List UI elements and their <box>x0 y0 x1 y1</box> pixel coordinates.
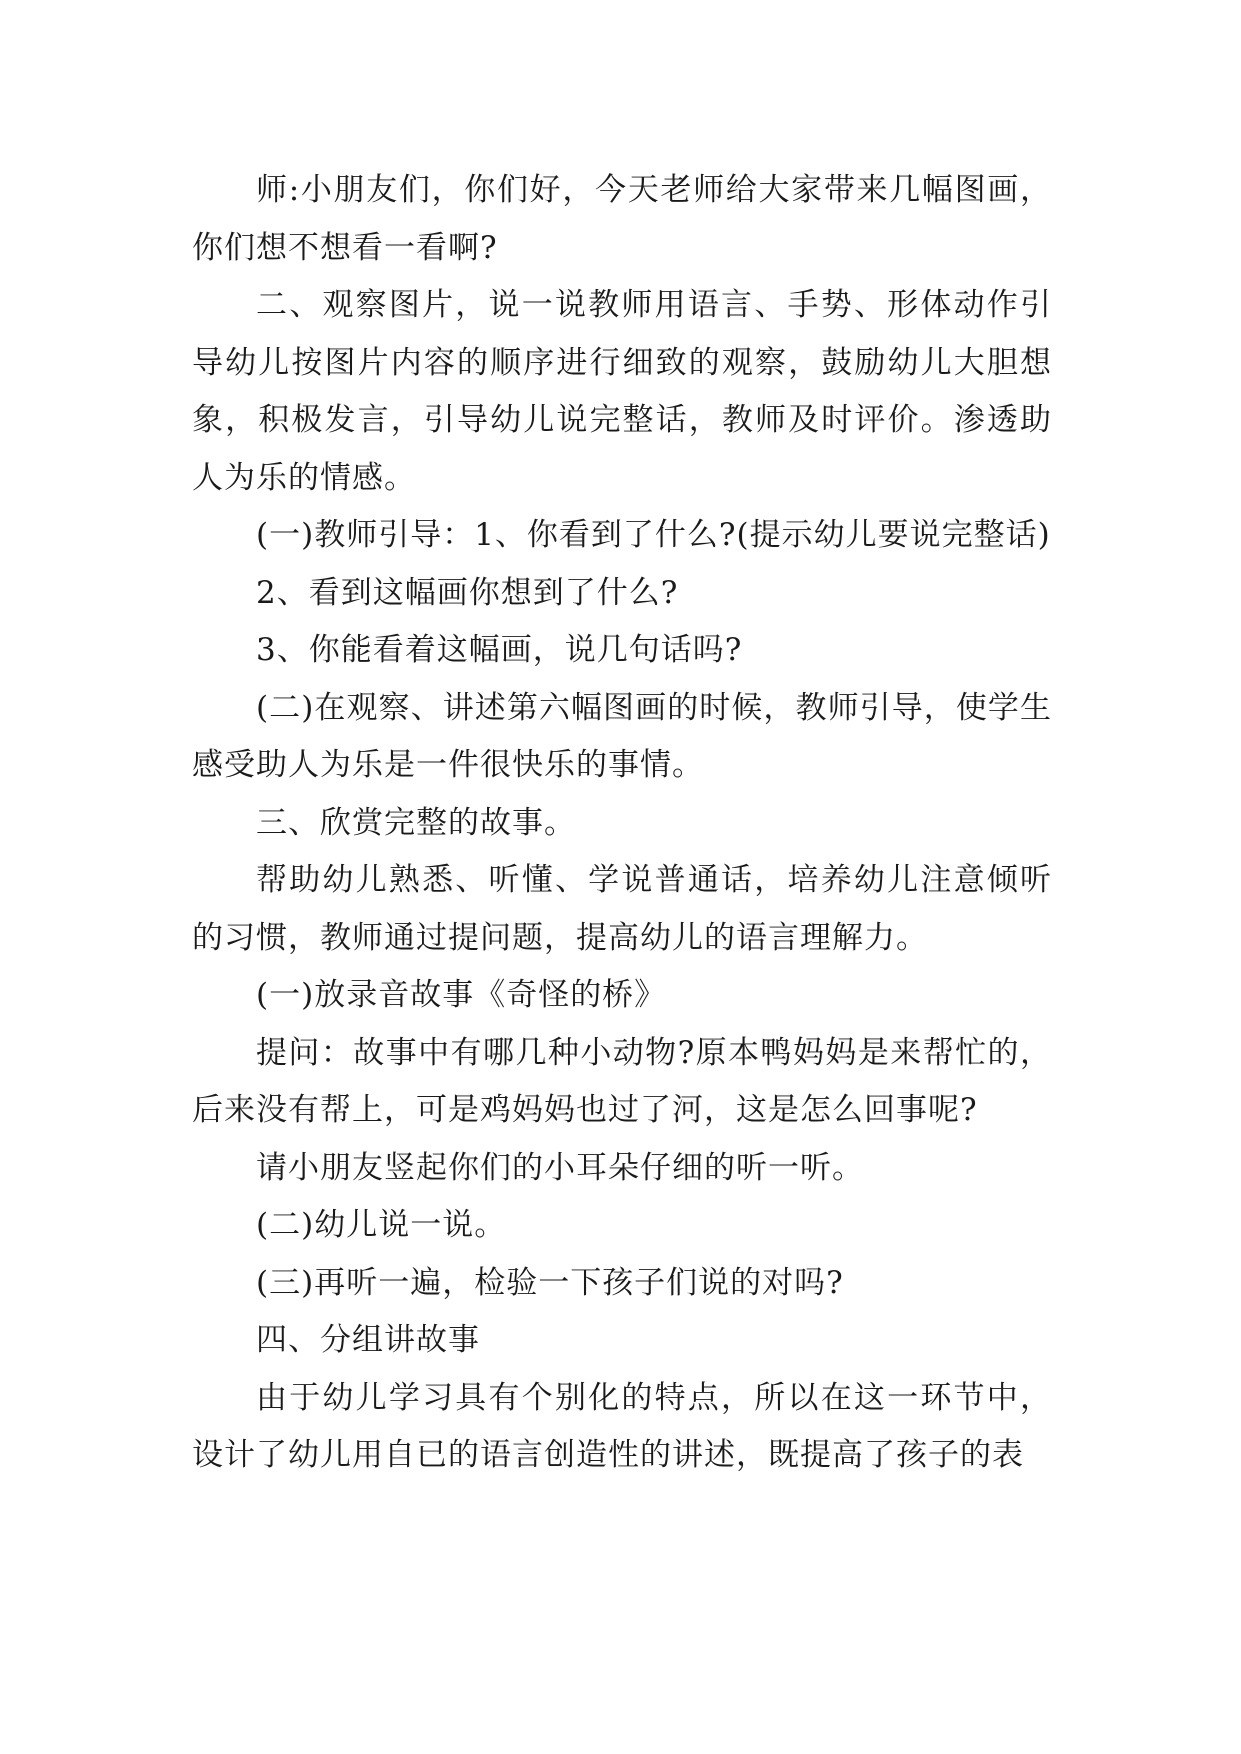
paragraph: 3、你能看着这幅画，说几句话吗? <box>256 632 743 668</box>
paragraph: (三)再听一遍，检验一下孩子们说的对吗? <box>256 1264 844 1301</box>
paragraph: 由于幼儿学习具有个别化的特点，所以在这一环节中，设计了幼儿用自已的语言创造性的讲述，既提高了孩子的表 <box>192 1379 1052 1473</box>
paragraph: (二)幼儿说一说。 <box>256 1207 507 1243</box>
paragraph: 二、观察图片，说一说教师用语言、手势、形体动作引导幼儿按图片内容的顺序进行细致的观察，鼓励幼儿大胆想象，积极发言，引导幼儿说完整话，教师及时评价。渗透助人为乐的情感。 <box>192 287 1052 496</box>
paragraph: 师:小朋友们，你们好，今天老师给大家带来几幅图画，你们想不想看一看啊? <box>192 172 1052 266</box>
paragraph: (一)放录音故事《奇怪的桥》 <box>256 977 667 1013</box>
document-body <box>192 162 1052 1485</box>
paragraph: 请小朋友竖起你们的小耳朵仔细的听一听。 <box>256 1149 864 1186</box>
paragraph: 2、看到这幅画你想到了什么? <box>256 574 679 611</box>
paragraph: (二)在观察、讲述第六幅图画的时候，教师引导，使学生感受助人为乐是一件很快乐的事情。 <box>192 689 1052 783</box>
paragraph: 三、欣赏完整的故事。 <box>256 804 576 841</box>
paragraph: (一)教师引导：1、你看到了什么?(提示幼儿要说完整话) <box>256 517 1051 553</box>
paragraph: 提问：故事中有哪几种小动物?原本鸭妈妈是来帮忙的，后来没有帮上，可是鸡妈妈也过了河，这是怎么回事呢? <box>192 1034 1052 1128</box>
paragraph: 四、分组讲故事 <box>256 1322 480 1358</box>
paragraph: 帮助幼儿熟悉、听懂、学说普通话，培养幼儿注意倾听的习惯，教师通过提问题，提高幼儿的语言理解力。 <box>192 862 1052 956</box>
